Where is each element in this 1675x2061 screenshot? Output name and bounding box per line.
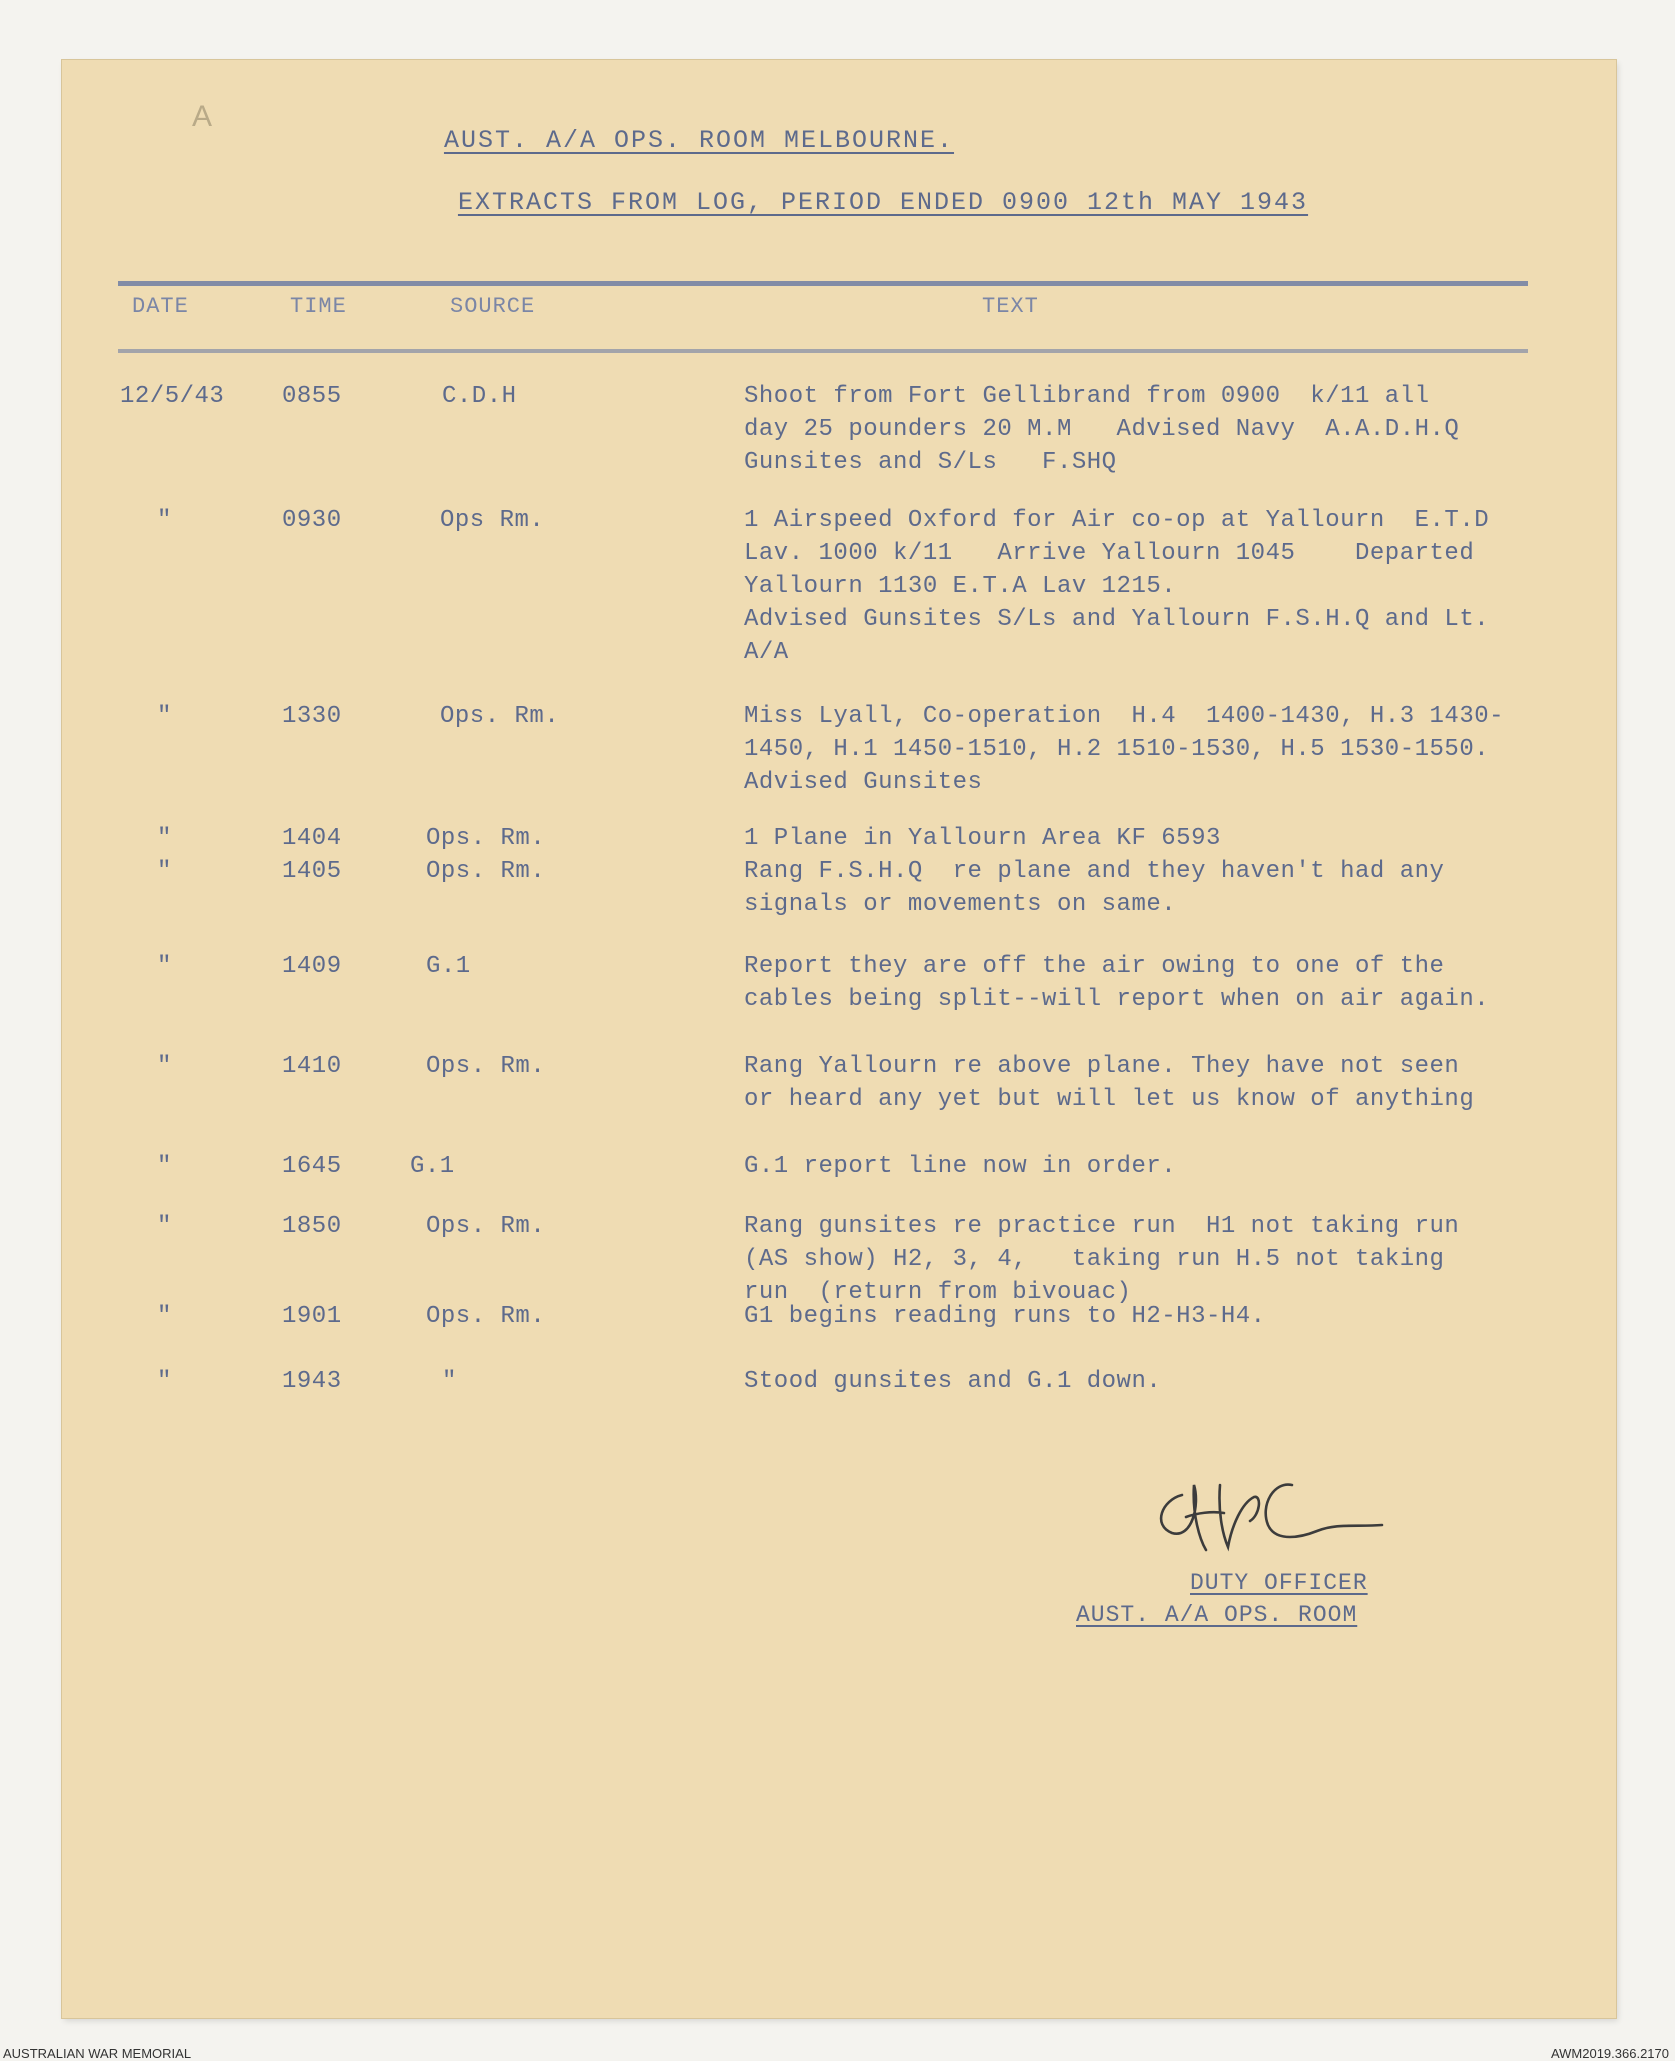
document-title: AUST. A/A OPS. ROOM MELBOURNE.: [443, 126, 955, 155]
row-date: 12/5/43: [120, 383, 225, 410]
row-date: ": [157, 1153, 172, 1180]
column-header-text: TEXT: [982, 294, 1039, 319]
row-time: 1404: [282, 825, 342, 852]
row-text: Rang F.S.H.Q re plane and they haven't had any signals or movements on same.: [744, 858, 1445, 918]
row-source: Ops. Rm.: [426, 825, 546, 852]
row-text: G1 begins reading runs to H2-H3-H4.: [744, 1303, 1266, 1330]
row-source: Ops. Rm.: [426, 1053, 546, 1080]
row-text: Miss Lyall, Co-operation H.4 1400-1430, H.3 1430- 1450, H.1 1450-1510, H.2 1510-1530, H.5 1530-1550. Advised Gunsites: [744, 703, 1505, 796]
footer-right: AWM2019.366.2170: [1550, 2046, 1669, 2061]
column-header-date: DATE: [132, 294, 189, 319]
row-time: 1330: [282, 703, 342, 730]
row-text: 1 Airspeed Oxford for Air co-op at Yallourn E.T.D Lav. 1000 k/11 Arrive Yallourn 1045 Departed Yallourn 1130 E.T.A Lav 1215. Advised Gunsites S/Ls and Yallourn F.S.H.Q and Lt. A/A: [744, 507, 1490, 666]
row-source: Ops. Rm.: [440, 703, 560, 730]
row-time: 1901: [282, 1303, 342, 1330]
row-time: 1410: [282, 1053, 342, 1080]
row-text: 1 Plane in Yallourn Area KF 6593: [744, 825, 1221, 852]
row-source: G.1: [426, 953, 471, 980]
row-date: ": [157, 1213, 172, 1240]
column-header-time: TIME: [290, 294, 347, 319]
row-time: 0855: [282, 383, 342, 410]
row-text: Rang Yallourn re above plane. They have not seen or heard any yet but will let us know of anything: [744, 1053, 1475, 1113]
document-page: [62, 60, 1616, 2018]
row-source: G.1: [410, 1153, 455, 1180]
row-date: ": [157, 858, 172, 885]
row-date: ": [157, 1053, 172, 1080]
row-date: ": [157, 1303, 172, 1330]
row-source: Ops Rm.: [440, 507, 545, 534]
row-text: Report they are off the air owing to one of the cables being split--will report when on air again.: [744, 953, 1490, 1013]
document-subtitle: EXTRACTS FROM LOG, PERIOD ENDED 0900 12th MAY 1943: [457, 188, 1309, 217]
row-time: 1943: [282, 1368, 342, 1395]
row-time: 0930: [282, 507, 342, 534]
row-date: ": [157, 825, 172, 852]
row-time: 1850: [282, 1213, 342, 1240]
row-date: ": [157, 507, 172, 534]
row-source: ": [442, 1368, 457, 1395]
row-source: Ops. Rm.: [426, 1213, 546, 1240]
row-source: Ops. Rm.: [426, 1303, 546, 1330]
row-text: Rang gunsites re practice run H1 not taking run (AS show) H2, 3, 4, taking run H.5 not taking run (return from bivouac): [744, 1213, 1460, 1306]
row-text: G.1 report line now in order.: [744, 1153, 1177, 1180]
signature-unit: AUST. A/A OPS. ROOM: [1076, 1602, 1358, 1628]
pencil-mark: A: [192, 100, 213, 133]
handwritten-signature: [1142, 1455, 1402, 1565]
row-time: 1645: [282, 1153, 342, 1180]
row-source: Ops. Rm.: [426, 858, 546, 885]
row-source: C.D.H: [442, 383, 517, 410]
header-rule-top: [118, 281, 1528, 286]
footer-left: AUSTRALIAN WAR MEMORIAL: [3, 2046, 192, 2061]
row-text: Stood gunsites and G.1 down.: [744, 1368, 1162, 1395]
row-text: Shoot from Fort Gellibrand from 0900 k/11 all day 25 pounders 20 M.M Advised Navy A.A.D.H.Q Gunsites and S/Ls F.SHQ: [744, 383, 1460, 476]
row-date: ": [157, 1368, 172, 1395]
header-rule-bottom: [118, 349, 1528, 353]
signature-role: DUTY OFFICER: [1190, 1570, 1368, 1596]
row-date: ": [157, 703, 172, 730]
row-time: 1409: [282, 953, 342, 980]
column-header-source: SOURCE: [450, 294, 536, 319]
row-date: ": [157, 953, 172, 980]
row-time: 1405: [282, 858, 342, 885]
